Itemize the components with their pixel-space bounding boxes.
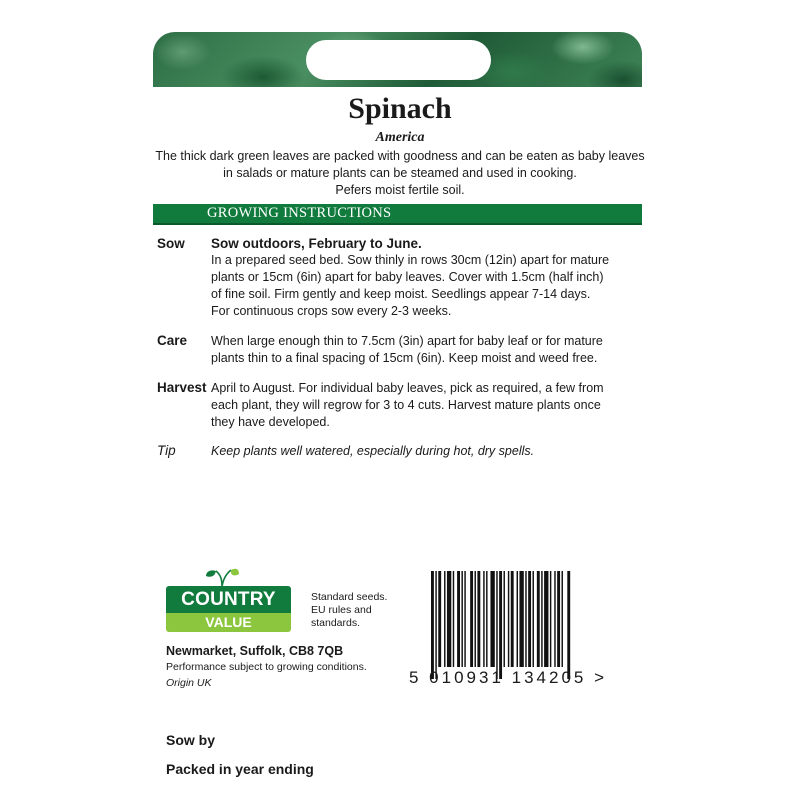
barcode-bar	[438, 571, 441, 667]
barcode-bar	[444, 571, 445, 667]
standards-line: EU rules and	[311, 604, 372, 616]
barcode-bar	[554, 571, 555, 667]
barcode-bar	[550, 571, 551, 667]
sow-line: plants or 15cm (6in) apart for baby leaves. Cover with 1.5cm (half inch)	[211, 270, 604, 284]
description-line: in salads or mature plants can be steamed and used in cooking.	[223, 166, 577, 180]
barcode-bar	[544, 571, 548, 667]
barcode-bar	[533, 571, 534, 667]
barcode-bar	[511, 571, 514, 667]
sow-headline: Sow outdoors, February to June.	[211, 236, 422, 251]
care-instructions	[211, 333, 651, 367]
barcode-bar	[431, 571, 434, 679]
barcode-bar	[461, 571, 462, 667]
barcode-bar	[486, 571, 487, 667]
barcode-bar	[537, 571, 540, 667]
harvest-line: each plant, they will regrow for 3 to 4 cuts. Harvest mature plants once	[211, 398, 601, 412]
barcode-bar	[453, 571, 454, 667]
barcode-bar	[562, 571, 563, 667]
barcode-bar	[541, 571, 542, 667]
sow-line: In a prepared seed bed. Sow thinly in rows 30cm (12in) apart for mature	[211, 253, 610, 267]
barcode-bar	[475, 571, 476, 667]
packed-label: Packed in year ending	[166, 761, 314, 777]
sow-instructions	[211, 235, 651, 320]
description-line: The thick dark green leaves are packed with goodness and can be eaten as baby leaves	[155, 149, 645, 163]
sow-line: For continuous crops sow every 2-3 weeks.	[211, 304, 452, 318]
barcode-bar	[447, 571, 451, 667]
logo-country: COUNTRY	[166, 586, 291, 613]
spinach-leaf-banner	[153, 32, 642, 87]
tip-label: Tip	[157, 443, 176, 458]
sow-label: Sow	[157, 236, 185, 251]
standards-text	[311, 591, 387, 630]
barcode-bar	[504, 571, 505, 667]
harvest-instructions	[211, 380, 651, 431]
logo-value: VALUE	[166, 613, 291, 632]
leaf-icon	[204, 566, 240, 588]
care-label: Care	[157, 333, 188, 348]
origin: Origin UK	[166, 677, 212, 689]
address: Newmarket, Suffolk, CB8 7QB	[166, 644, 344, 658]
section-heading-band	[153, 204, 642, 225]
care-line: plants thin to a final spacing of 15cm (6in). Keep moist and weed free.	[211, 351, 598, 365]
section-heading: GROWING INSTRUCTIONS	[207, 205, 392, 221]
barcode-bar	[483, 571, 484, 667]
barcode-bar	[519, 571, 523, 667]
product-title: Spinach	[348, 92, 452, 125]
barcode-bar	[477, 571, 480, 667]
performance-note: Performance subject to growing conditions.	[166, 661, 367, 673]
barcode-bar	[567, 571, 570, 679]
barcode-number: 5 010931 134205 >	[409, 668, 608, 687]
barcode-bar	[490, 571, 494, 667]
barcode-bar	[557, 571, 560, 667]
standards-line: standards.	[311, 617, 361, 629]
sow-by-label: Sow by	[166, 732, 216, 748]
sow-line: of fine soil. Firm gently and keep moist. Seedlings appear 7-14 days.	[211, 287, 591, 301]
harvest-line: April to August. For individual baby leaves, pick as required, a few from	[211, 381, 604, 395]
country-value-logo	[166, 566, 291, 634]
barcode-bar	[499, 571, 502, 679]
product-variety: America	[375, 130, 425, 145]
harvest-line: they have developed.	[211, 415, 330, 429]
barcode-bar	[508, 571, 509, 667]
barcode-bar	[496, 571, 497, 679]
barcode-bar	[528, 571, 531, 667]
barcode-bar	[525, 571, 526, 667]
tip-text: Keep plants well watered, especially during hot, dry spells.	[211, 444, 535, 458]
barcode-bar	[517, 571, 518, 667]
hang-hole	[306, 40, 491, 80]
product-description	[150, 148, 650, 199]
barcode-bar	[464, 571, 465, 667]
barcode-bar	[457, 571, 460, 667]
description-line: Pefers moist fertile soil.	[335, 183, 465, 197]
barcode-bar	[470, 571, 473, 667]
barcode-bar	[435, 571, 436, 679]
care-line: When large enough thin to 7.5cm (3in) apart for baby leaf or for mature	[211, 334, 603, 348]
standards-line: Standard seeds.	[311, 591, 388, 603]
harvest-label: Harvest	[157, 380, 207, 395]
